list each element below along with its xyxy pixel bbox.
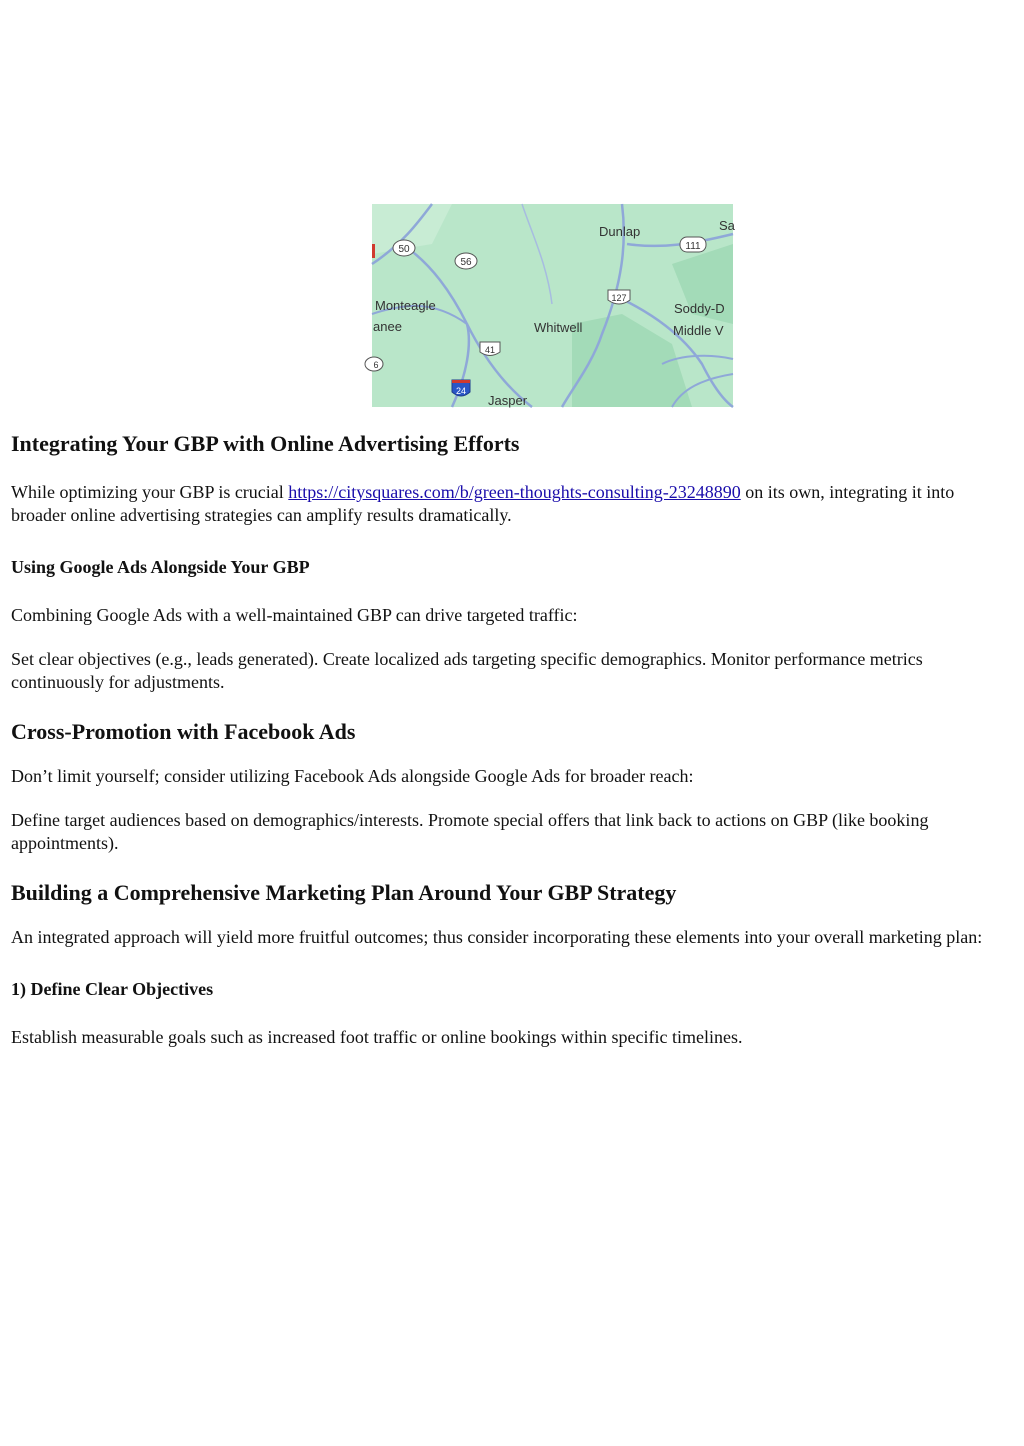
route-number-6: 6 <box>373 360 379 370</box>
heading-define-objectives: 1) Define Clear Objectives <box>11 979 214 999</box>
article-content <box>11 428 1011 1049</box>
route-shield-127 <box>608 290 630 304</box>
map-label-monteagle: Monteagle <box>375 298 436 313</box>
route-number-56: 56 <box>460 257 472 268</box>
map-label-middle: Middle V <box>673 323 724 338</box>
route-shield-111 <box>680 237 706 252</box>
heading-cross-promo: Cross-Promotion with Facebook Ads <box>11 719 356 744</box>
paragraph-integrating <box>11 481 1011 527</box>
route-number-41: 41 <box>484 345 496 355</box>
map-label-whitwell: Whitwell <box>534 320 583 335</box>
heading-google-ads: Using Google Ads Alongside Your GBP <box>11 557 310 577</box>
route-number-127: 127 <box>611 293 627 303</box>
paragraph-combining: Combining Google Ads with a well-maintained GBP can drive targeted traffic: <box>11 605 578 625</box>
citysquares-link[interactable]: https://citysquares.com/b/green-thoughts-consulting-23248890 <box>288 482 741 502</box>
paragraph-integrating-before: While optimizing your GBP is crucial <box>11 482 289 502</box>
paragraph-define-audiences: Define target audiences based on demographics/interests. Promote special offers that link back to actions on GBP (like booking appointments). <box>11 810 929 853</box>
route-number-24: 24 <box>455 386 467 396</box>
route-number-111: 111 <box>685 241 701 252</box>
heading-integrating: Integrating Your GBP with Online Advertising Efforts <box>11 431 520 456</box>
route-shield-24 <box>452 380 470 396</box>
route-shield-56 <box>455 253 477 269</box>
map-marker <box>372 244 375 258</box>
paragraph-establish: Establish measurable goals such as increased foot traffic or online bookings within specific timelines. <box>11 1027 743 1047</box>
route-shield-6 <box>365 357 383 371</box>
map-image <box>372 204 733 407</box>
map-label-anee: anee <box>373 319 402 334</box>
route-shield-41 <box>480 342 500 356</box>
map-label-jasper: Jasper <box>488 393 528 408</box>
paragraph-integrated-approach: An integrated approach will yield more fruitful outcomes; thus consider incorporating these elements into your overall marketing plan: <box>11 927 983 947</box>
heading-building: Building a Comprehensive Marketing Plan Around Your GBP Strategy <box>11 880 677 905</box>
map-label-soddy: Soddy-D <box>674 301 725 316</box>
route-shield-50 <box>393 240 415 256</box>
paragraph-objectives: Set clear objectives (e.g., leads generated). Create localized ads targeting specific demographics. Monitor performance metrics continuously for adjustments. <box>11 649 923 692</box>
map-label-sa: Sa <box>719 218 735 233</box>
route-number-50: 50 <box>398 244 410 255</box>
paragraph-integrating-after: on its own, integrating it into broader online advertising strategies can amplify results dramatically. <box>11 482 955 525</box>
paragraph-dont-limit: Don’t limit yourself; consider utilizing Facebook Ads alongside Google Ads for broader reach: <box>11 766 694 786</box>
map-label-dunlap: Dunlap <box>599 224 641 239</box>
